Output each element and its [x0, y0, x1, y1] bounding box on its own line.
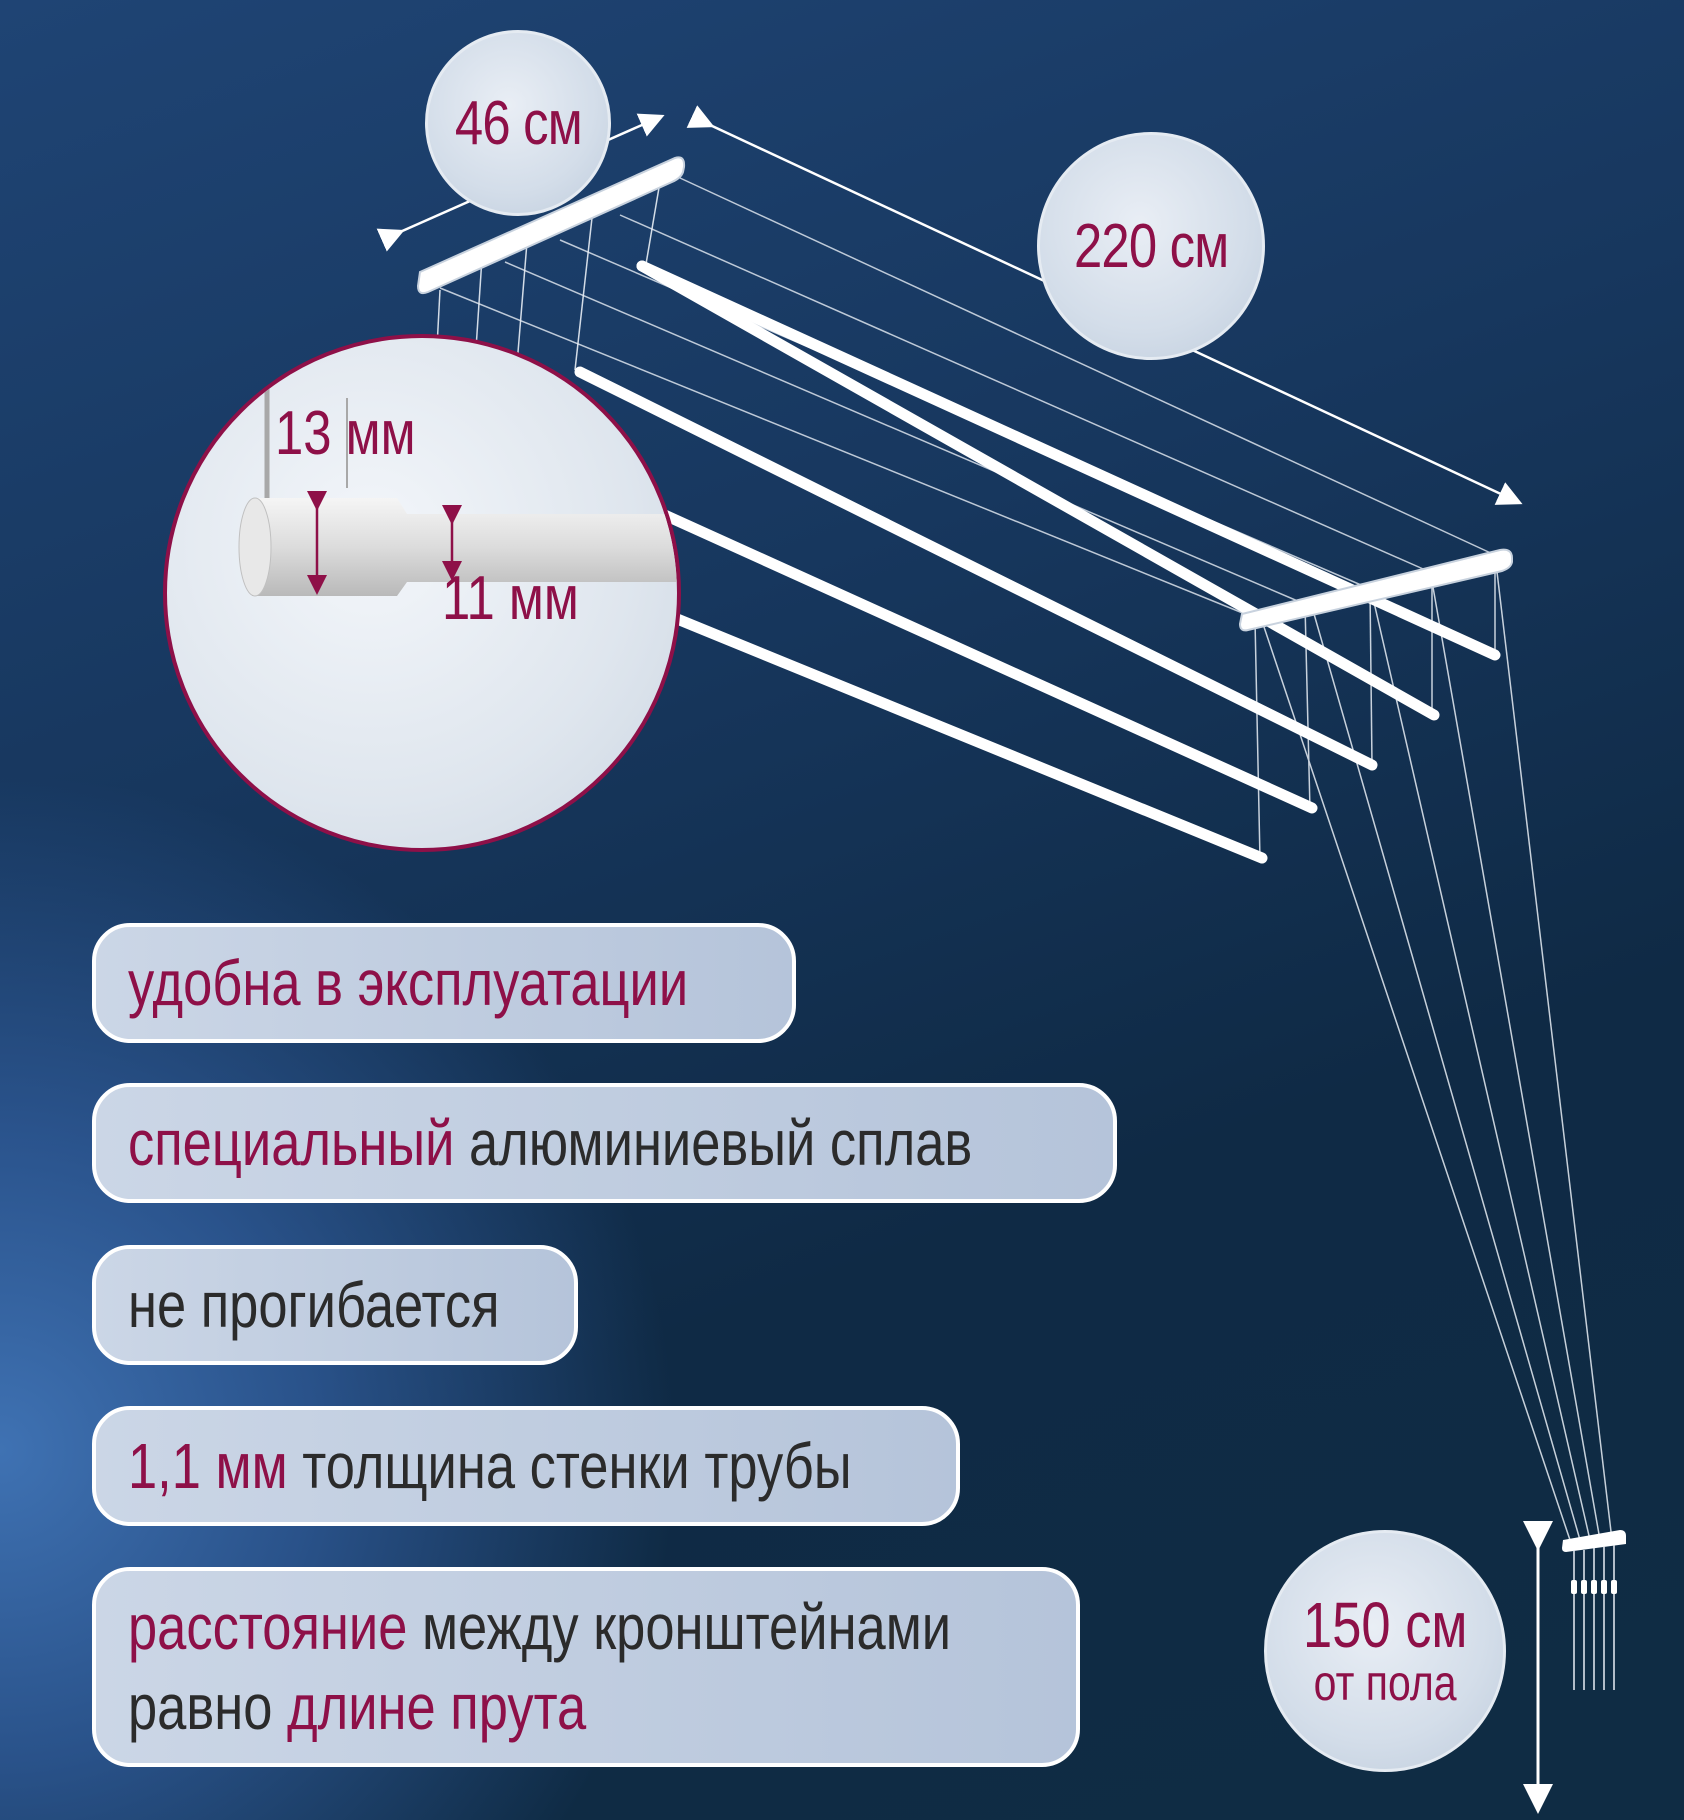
rod-detail-illustration: [167, 338, 677, 848]
width-dimension-badge: [425, 30, 611, 216]
feature-text-segment: не прогибается: [128, 1269, 500, 1341]
rod-outer-diameter-label: 13 мм: [275, 399, 416, 468]
height-dimension-value: 150 см: [1302, 1589, 1468, 1661]
feature-text-segment: между кронштейнами: [407, 1591, 952, 1663]
height-dimension-subtitle: от пола: [1313, 1655, 1457, 1711]
feature-text-segment: расстояние: [128, 1591, 408, 1663]
height-dimension-badge: [1264, 1530, 1506, 1772]
rod-detail-zoom: [163, 334, 681, 852]
feature-pill-alloy: [92, 1083, 1117, 1203]
feature-text-segment: 1,1 мм: [128, 1430, 288, 1502]
feature-pill-wall-thickness: [92, 1406, 960, 1526]
feature-text-segment: длине прута: [287, 1671, 587, 1743]
feature-pill-easy-use: [92, 923, 796, 1043]
feature-text-segment: равно: [128, 1671, 288, 1743]
floor-unit: [1562, 1530, 1626, 1690]
feature-text-segment: специальный: [128, 1107, 455, 1179]
rod-inner-diameter-label: 11 мм: [442, 564, 579, 633]
length-dimension-badge: [1037, 132, 1265, 360]
rear-cords: [1255, 555, 1612, 1540]
length-dimension-label: 220 см: [1073, 211, 1229, 281]
feature-text-segment: алюминиевый сплав: [454, 1107, 973, 1179]
feature-pill-no-bend: [92, 1245, 578, 1365]
width-dimension-label: 46 см: [454, 88, 582, 158]
feature-text-segment: толщина стенки трубы: [287, 1430, 852, 1502]
feature-text-segment: удобна в эксплуатации: [128, 947, 689, 1019]
feature-pill-bracket-distance: [92, 1567, 1080, 1767]
